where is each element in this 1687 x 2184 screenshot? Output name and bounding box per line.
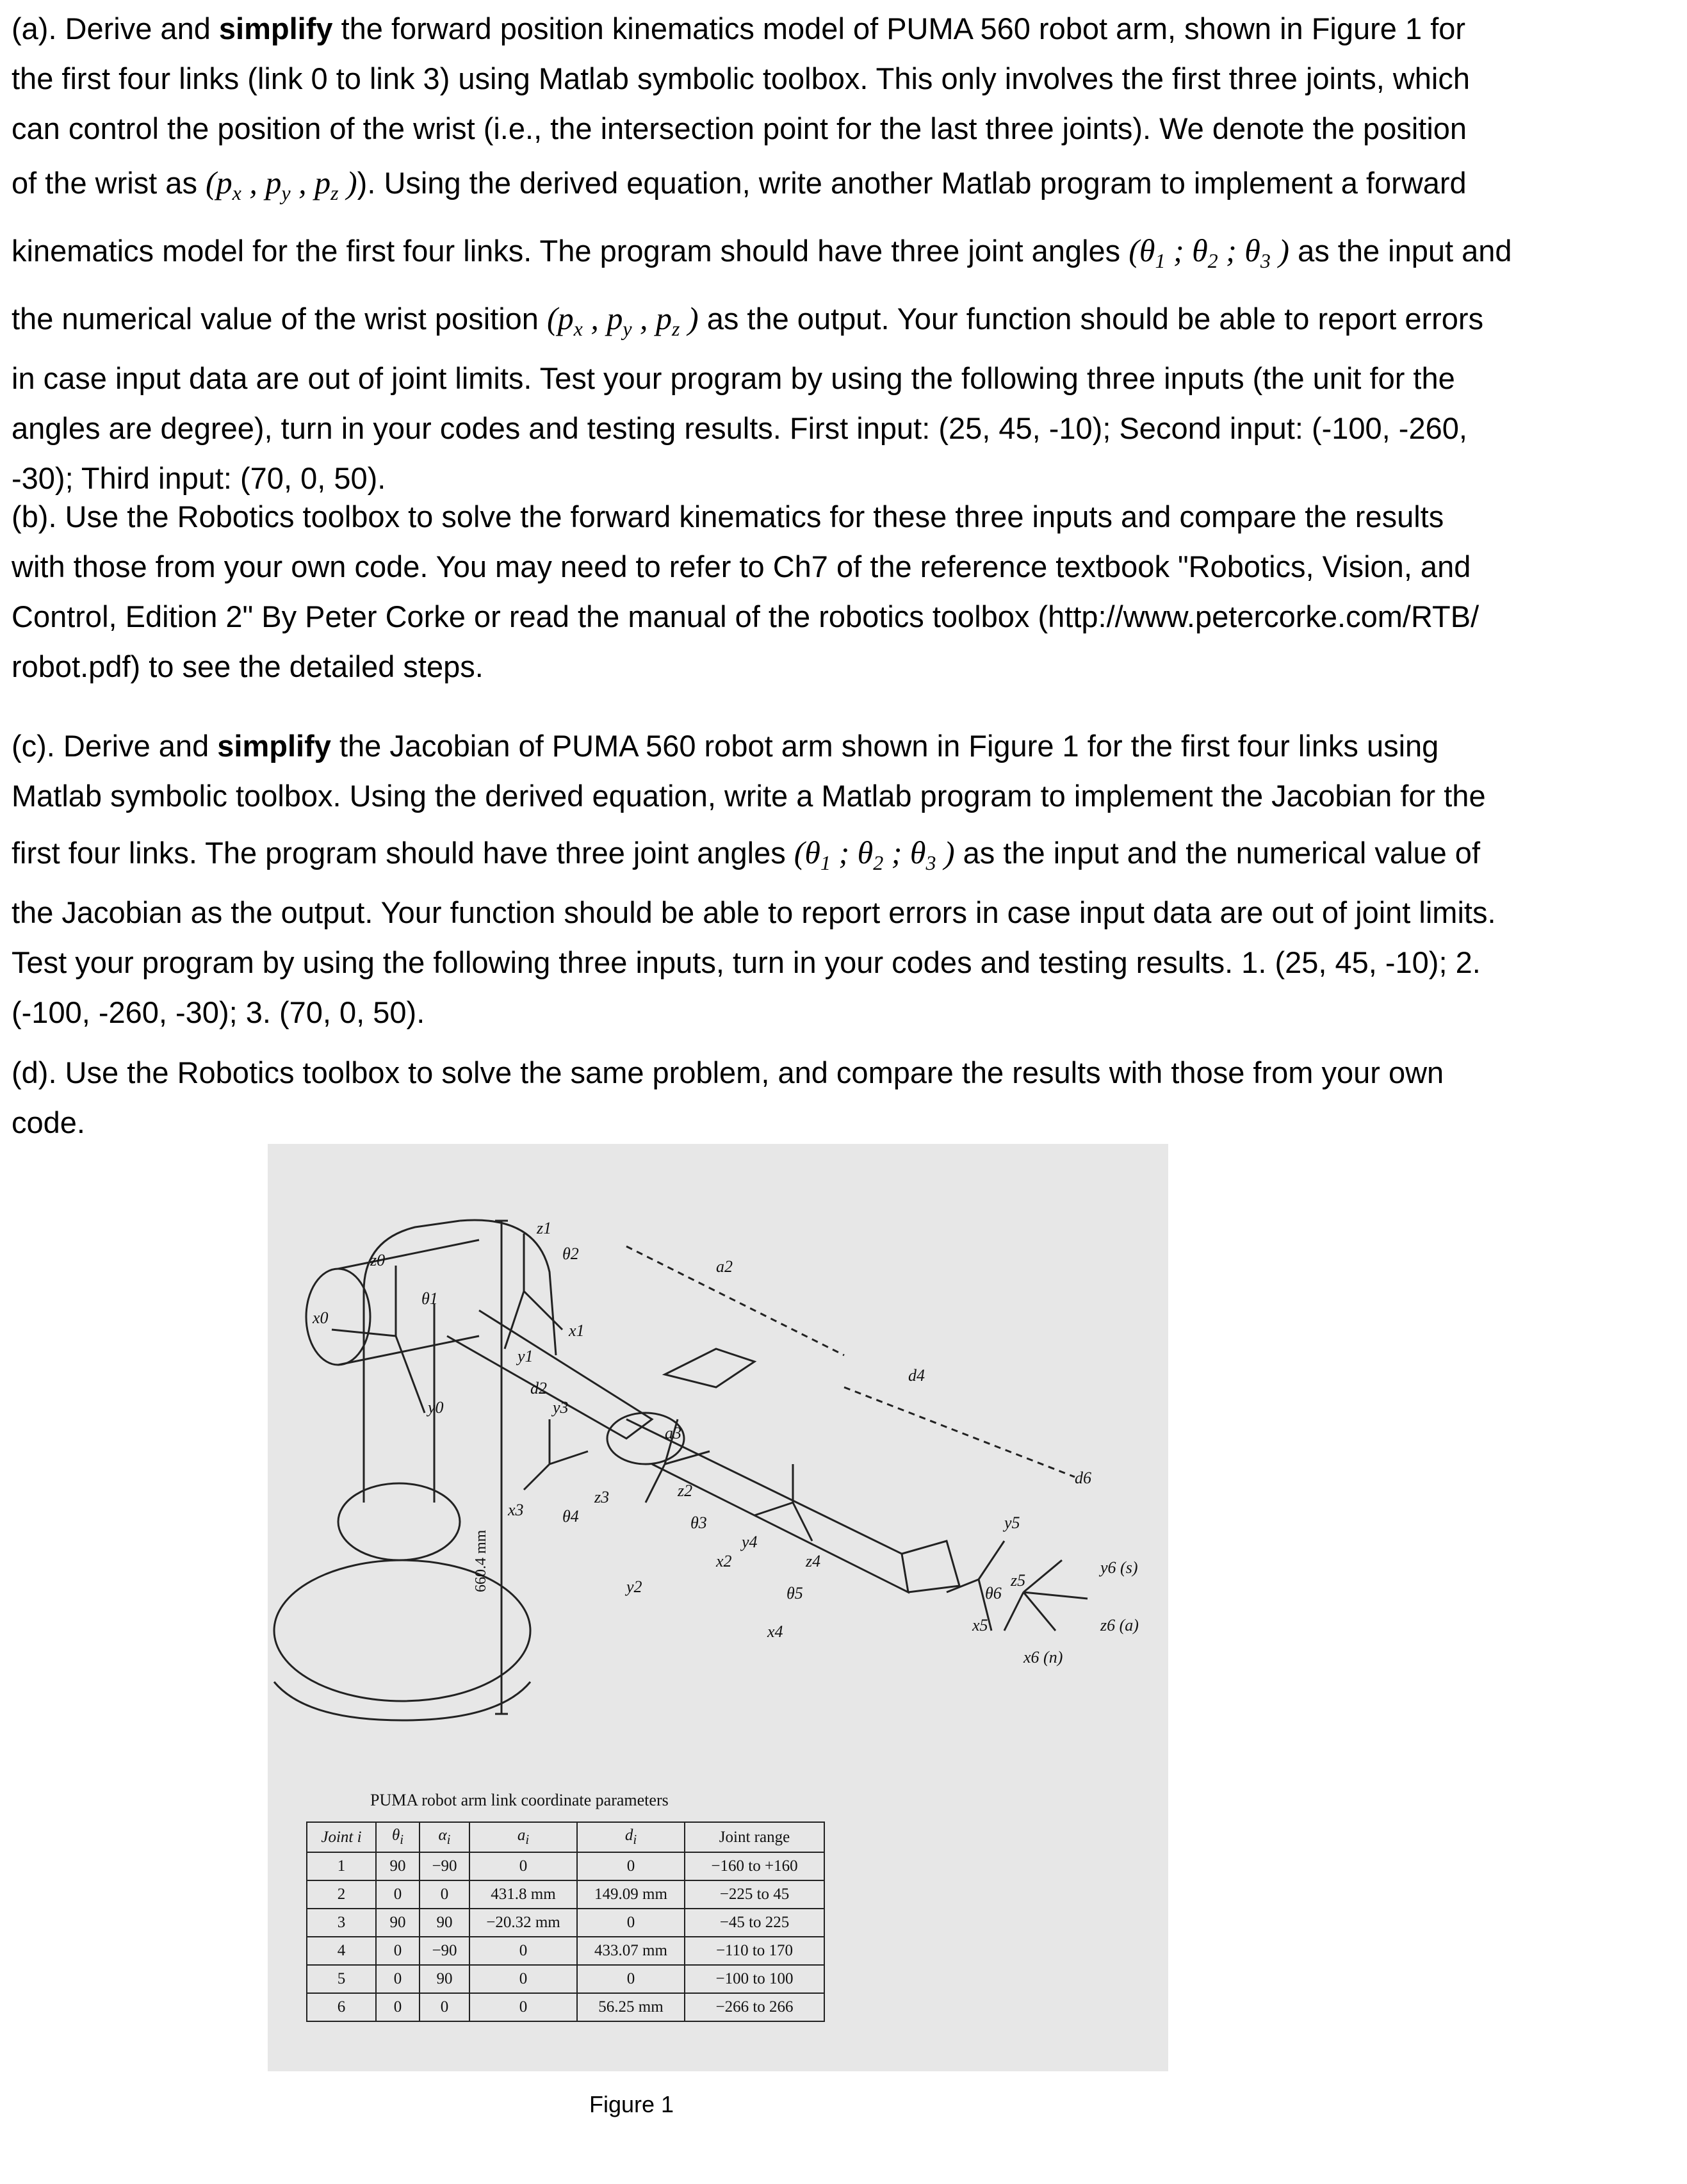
part-a-line-4 xyxy=(12,158,1677,218)
cell: 6 xyxy=(307,1993,376,2021)
text: as the output. Your function should be able to report errors xyxy=(698,302,1484,336)
link-parameter-table-block xyxy=(306,1791,831,2022)
cell: 149.09 mm xyxy=(577,1880,685,1909)
joint-angles-math: ($\theta_1$ ; $\theta_2$ ; $\theta_3$ ) xyxy=(1129,232,1290,272)
part-a-line-7: in case input data are out of joint limits. Test your program by using the following three inputs (the unit for the xyxy=(12,361,1455,395)
shoulder-cylinder xyxy=(338,1240,479,1365)
cell: 0 xyxy=(469,1993,577,2021)
elbow-cover xyxy=(665,1349,754,1387)
cell: −20.32 mm xyxy=(469,1909,577,1937)
part-b-paragraph xyxy=(12,492,1677,692)
z6-label: z6 (a) xyxy=(1100,1616,1139,1634)
cell: 0 xyxy=(469,1937,577,1965)
base-plate xyxy=(274,1560,530,1701)
part-b-line-4: robot.pdf) to see the detailed steps. xyxy=(12,649,484,683)
d4-dimension xyxy=(844,1387,1075,1477)
table-row xyxy=(307,1993,824,2021)
d6-label: d6 xyxy=(1075,1469,1091,1487)
text: first four links. The program should have three joint angles xyxy=(12,836,794,870)
z3-label: z3 xyxy=(594,1488,610,1506)
cell: 0 xyxy=(577,1965,685,1993)
base-column-bottom xyxy=(338,1483,460,1560)
z4-label: z4 xyxy=(806,1552,821,1570)
text: the forward position kinematics model of PUMA 560 robot arm, shown in Figure 1 for xyxy=(332,12,1466,45)
header-joint: Joint i xyxy=(307,1822,376,1852)
part-a-line-5 xyxy=(12,225,1677,286)
cell: 90 xyxy=(376,1852,420,1880)
cell: 0 xyxy=(469,1852,577,1880)
y3-label: y3 xyxy=(553,1398,569,1417)
x4-label: x4 xyxy=(767,1622,783,1641)
dh-parameter-table xyxy=(306,1821,825,2022)
z0-label: z0 xyxy=(370,1251,386,1269)
theta4-label: θ4 xyxy=(562,1507,579,1526)
part-c-line-6: (-100, -260, -30); 3. (70, 0, 50). xyxy=(12,995,425,1029)
table-row xyxy=(307,1909,824,1937)
cell: 0 xyxy=(376,1880,420,1909)
x1-label: x1 xyxy=(569,1321,585,1340)
x2-label: x2 xyxy=(716,1552,732,1570)
x6-label: x6 (n) xyxy=(1023,1648,1063,1667)
theta5-label: θ5 xyxy=(786,1584,803,1602)
header-a: $a_i$ xyxy=(469,1822,577,1852)
text: of the wrist as xyxy=(12,166,206,200)
table-title: PUMA robot arm link coordinate parameters xyxy=(370,1791,669,1809)
x0-label: x0 xyxy=(313,1308,329,1327)
cell: −100 to 100 xyxy=(685,1965,824,1993)
cell: −45 to 225 xyxy=(685,1909,824,1937)
part-a-line-6 xyxy=(12,293,1677,354)
part-c-line-1 xyxy=(12,721,1677,771)
text: ). Using the derived equation, write another Matlab program to implement a forward xyxy=(357,166,1467,200)
text: (a). Derive and xyxy=(12,12,219,45)
theta2-label: θ2 xyxy=(562,1244,579,1263)
x3-label: x3 xyxy=(508,1501,524,1519)
text: kinematics model for the first four links. The program should have three joint angles xyxy=(12,234,1129,268)
table-row xyxy=(307,1965,824,1993)
part-b-line-2: with those from your own code. You may need to refer to Ch7 of the reference textbook "Robotics, Vision, and xyxy=(12,550,1471,583)
joint-angles-math: ($\theta_1$ ; $\theta_2$ ; $\theta_3$ ) xyxy=(794,835,955,874)
frame-3-axes xyxy=(524,1419,588,1490)
table-header-row xyxy=(307,1822,824,1852)
cell: 90 xyxy=(420,1909,469,1937)
cell: 90 xyxy=(420,1965,469,1993)
cell: −160 to +160 xyxy=(685,1852,824,1880)
wrist-block xyxy=(902,1541,959,1592)
cell: −90 xyxy=(420,1852,469,1880)
part-d-paragraph xyxy=(12,1048,1677,1148)
part-a-line-8: angles are degree), turn in your codes and testing results. First input: (25, 45, -10); Second input: (-100, -260, xyxy=(12,411,1467,445)
part-a-line-9: -30); Third input: (70, 0, 50). xyxy=(12,461,386,495)
cell: −110 to 170 xyxy=(685,1937,824,1965)
cell: −90 xyxy=(420,1937,469,1965)
header-range: Joint range xyxy=(685,1822,824,1852)
a2-label: a2 xyxy=(716,1257,733,1276)
cell: 1 xyxy=(307,1852,376,1880)
part-b-line-3: Control, Edition 2" By Peter Corke or read the manual of the robotics toolbox (http://www.petercorke.com/RTB/ xyxy=(12,599,1479,633)
part-b-line-1: (b). Use the Robotics toolbox to solve the forward kinematics for these three inputs and compare the results xyxy=(12,500,1444,534)
part-a-line-2: the first four links (link 0 to link 3) using Matlab symbolic toolbox. This only involves the first three joints, which xyxy=(12,61,1470,95)
cell: −225 to 45 xyxy=(685,1880,824,1909)
d4-label: d4 xyxy=(908,1366,925,1385)
table-row xyxy=(307,1880,824,1909)
cell: 0 xyxy=(420,1993,469,2021)
d2-label: d2 xyxy=(530,1379,547,1398)
height-label: 660.4 mm xyxy=(473,1529,489,1592)
puma-560-figure xyxy=(268,1144,1168,2071)
part-c-line-3 xyxy=(12,827,1677,888)
figure-caption: Figure 1 xyxy=(589,2091,674,2117)
part-c-line-2: Matlab symbolic toolbox. Using the derived equation, write a Matlab program to implement the Jacobian for the xyxy=(12,779,1486,813)
cell: 2 xyxy=(307,1880,376,1909)
text: the Jacobian of PUMA 560 robot arm shown in Figure 1 for the first four links using xyxy=(330,729,1439,763)
part-a-line-1 xyxy=(12,4,1677,54)
part-a-paragraph xyxy=(12,4,1677,503)
bold-text: simplify xyxy=(218,12,333,45)
forearm xyxy=(626,1419,908,1592)
cell: −266 to 266 xyxy=(685,1993,824,2021)
header-d: $d_i$ xyxy=(577,1822,685,1852)
part-c-paragraph xyxy=(12,721,1677,1038)
part-a-line-3: can control the position of the wrist (i.e., the intersection point for the last three joints). We denote the position xyxy=(12,111,1467,145)
cell: 56.25 mm xyxy=(577,1993,685,2021)
table-row xyxy=(307,1937,824,1965)
cell: 0 xyxy=(376,1937,420,1965)
cell: 0 xyxy=(469,1965,577,1993)
cell: 0 xyxy=(420,1880,469,1909)
cell: 0 xyxy=(376,1993,420,2021)
y6-label: y6 (s) xyxy=(1100,1558,1138,1577)
y0-label: y0 xyxy=(428,1398,444,1417)
theta1-label: θ1 xyxy=(421,1289,438,1308)
bold-text: simplify xyxy=(217,729,331,763)
y5-label: y5 xyxy=(1004,1513,1020,1532)
z1-label: z1 xyxy=(537,1219,552,1237)
text: the numerical value of the wrist position xyxy=(12,302,547,336)
cell: 90 xyxy=(376,1909,420,1937)
y1-label: y1 xyxy=(518,1347,534,1365)
cell: 4 xyxy=(307,1937,376,1965)
theta3-label: θ3 xyxy=(690,1513,707,1532)
text: as the input and the numerical value of xyxy=(954,836,1481,870)
height-dimension-line xyxy=(495,1221,508,1714)
cell: 0 xyxy=(577,1909,685,1937)
a2-dimension xyxy=(626,1246,844,1355)
wrist-position-math: ($p_x$ , $p_y$ , $p_z$ ) xyxy=(206,165,357,204)
y2-label: y2 xyxy=(626,1577,642,1596)
table-row xyxy=(307,1852,824,1880)
theta6-label: θ6 xyxy=(985,1584,1002,1602)
cell: 3 xyxy=(307,1909,376,1937)
part-d-line-1: (d). Use the Robotics toolbox to solve the same problem, and compare the results with those from your own xyxy=(12,1055,1444,1089)
cell: 431.8 mm xyxy=(469,1880,577,1909)
part-c-line-4: the Jacobian as the output. Your function should be able to report errors in case input data are out of joint limits. xyxy=(12,895,1496,929)
cell: 0 xyxy=(376,1965,420,1993)
part-c-line-5: Test your program by using the following three inputs, turn in your codes and testing results. 1. (25, 45, -10); 2. xyxy=(12,945,1481,979)
part-d-line-2: code. xyxy=(12,1105,85,1139)
z2-label: z2 xyxy=(678,1481,693,1500)
y4-label: y4 xyxy=(742,1533,758,1551)
header-alpha: $\alpha_i$ xyxy=(420,1822,469,1852)
x5-label: x5 xyxy=(972,1616,988,1634)
text: as the input and xyxy=(1289,234,1512,268)
z5-label: z5 xyxy=(1011,1571,1026,1590)
wrist-position-math: ($p_x$ , $p_y$ , $p_z$ ) xyxy=(546,300,699,340)
a3-label: a3 xyxy=(665,1424,681,1442)
cell: 0 xyxy=(577,1852,685,1880)
header-theta: $\theta_i$ xyxy=(376,1822,420,1852)
cell: 433.07 mm xyxy=(577,1937,685,1965)
text: (c). Derive and xyxy=(12,729,218,763)
cell: 5 xyxy=(307,1965,376,1993)
